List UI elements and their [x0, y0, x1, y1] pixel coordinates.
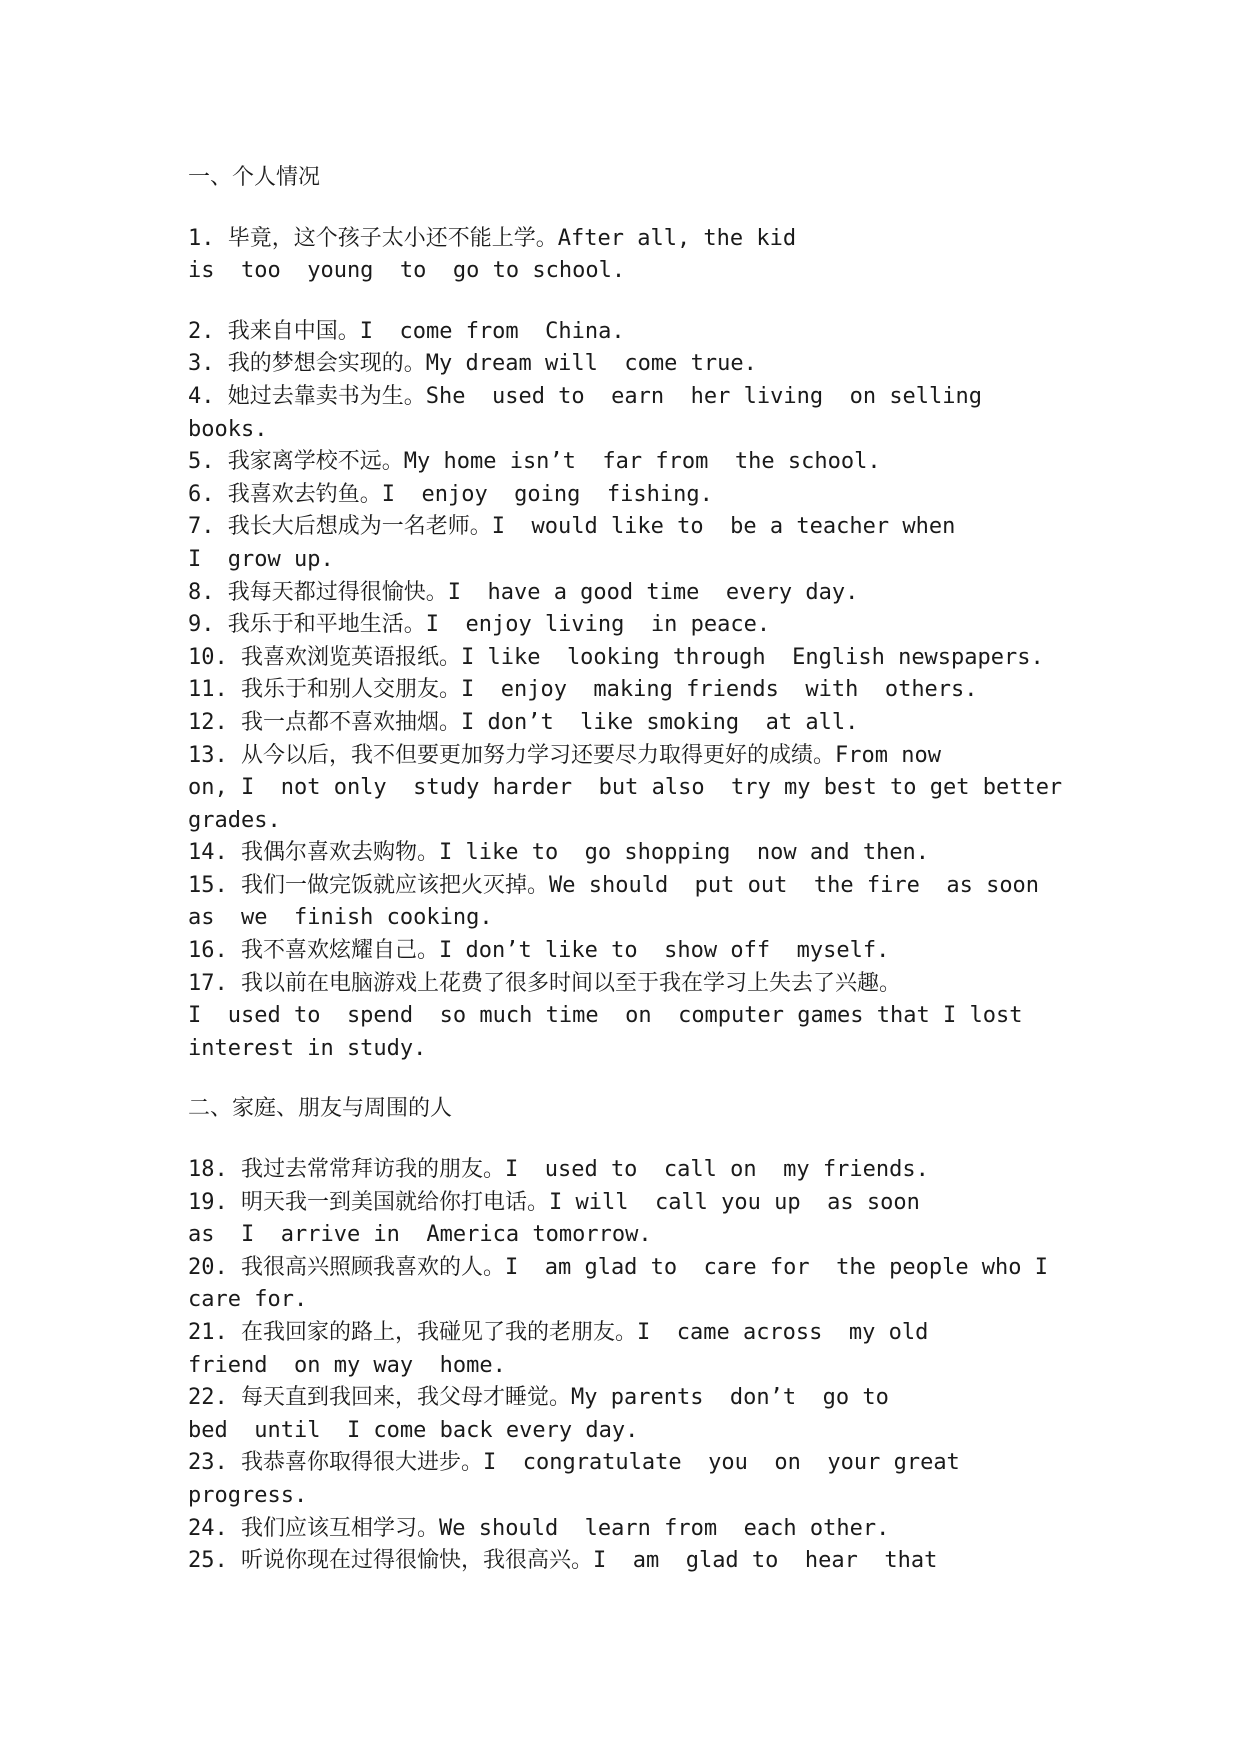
sentence-entry [188, 837, 1088, 870]
sentence-entry [188, 223, 1088, 288]
sentence-line: progress. [188, 1482, 308, 1508]
sentence-line: 16. 我不喜欢炫耀自己。I don’t like to show off myself. [188, 938, 890, 964]
sentence-entry [188, 381, 1088, 446]
sentence-line: 11. 我乐于和别人交朋友。I enjoy making friends with others. [188, 677, 978, 703]
sentence-line: friend on my way home. [188, 1352, 506, 1378]
sentence-line: 25. 听说你现在过得很愉快，我很高兴。I am glad to hear that [188, 1548, 938, 1574]
sentence-line: 2. 我来自中国。I come from China. [188, 318, 625, 344]
sentence-line: on, I not only study harder but also try my best to get better [188, 775, 1063, 801]
sentence-entry [188, 935, 1088, 968]
sentence-entry [188, 1545, 1088, 1578]
sentence-line: 8. 我每天都过得很愉快。I have a good time every day. [188, 579, 859, 605]
sentence-entry [188, 642, 1088, 675]
sentence-line: 7. 我长大后想成为一名老师。I would like to be a teacher when [188, 514, 956, 540]
sentence-line: 3. 我的梦想会实现的。My dream will come true. [188, 351, 757, 377]
sentence-line: as I arrive in America tomorrow. [188, 1222, 652, 1248]
spacer [188, 1065, 1088, 1093]
sentence-line: 10. 我喜欢浏览英语报纸。I like looking through English newspapers. [188, 644, 1044, 670]
sentence-entry [188, 1187, 1088, 1252]
sentence-entry [188, 1513, 1088, 1546]
sentence-entry [188, 511, 1088, 576]
section-heading: 二、家庭、朋友与周围的人 [188, 1096, 453, 1122]
sentence-entry [188, 968, 1088, 1066]
sentence-entry [188, 740, 1088, 838]
sentence-line: 17. 我以前在电脑游戏上花费了很多时间以至于我在学习上失去了兴趣。 [188, 970, 901, 996]
sentence-line: 13. 从今以后，我不但要更加努力学习还要尽力取得更好的成绩。From now [188, 742, 941, 768]
sentence-line: 21. 在我回家的路上，我碰见了我的老朋友。I came across my old [188, 1320, 929, 1345]
sentence-entry [188, 674, 1088, 707]
sentence-line: as we finish cooking. [188, 905, 493, 931]
sentence-line: 22. 每天直到我回来，我父母才睡觉。My parents don’t go to [188, 1385, 889, 1411]
sentence-entry [188, 707, 1088, 740]
sentence-entry [188, 1382, 1088, 1447]
sentence-line: books. [188, 416, 268, 442]
sentence-line: 19. 明天我一到美国就给你打电话。I will call you up as soon [188, 1189, 920, 1215]
sentence-entry [188, 1252, 1088, 1317]
sentence-entry [188, 1317, 1088, 1382]
sentence-line: is too young to go to school. [188, 258, 626, 284]
sentence-entry [188, 479, 1088, 512]
sentence-entry [188, 348, 1088, 381]
sentence-line: 4. 她过去靠卖书为生。She used to earn her living on selling [188, 383, 983, 409]
sentence-line: 23. 我恭喜你取得很大进步。I congratulate you on your great [188, 1450, 960, 1476]
sentence-line: 14. 我偶尔喜欢去购物。I like to go shopping now and then. [188, 840, 930, 866]
sentence-line: interest in study. [188, 1035, 427, 1061]
sentence-entry [188, 446, 1088, 479]
sentence-entry [188, 609, 1088, 642]
section [188, 1093, 1088, 1577]
sentence-line: 20. 我很高兴照顾我喜欢的人。I am glad to care for the people who I [188, 1254, 1049, 1280]
spacer [188, 195, 1088, 223]
sentence-line: 6. 我喜欢去钓鱼。I enjoy going fishing. [188, 481, 713, 507]
sentence-line: 24. 我们应该互相学习。We should learn from each other. [188, 1515, 890, 1541]
sentence-line: 18. 我过去常常拜访我的朋友。I used to call on my friends. [188, 1157, 929, 1183]
sentence-line: I grow up. [188, 546, 334, 572]
sentence-line: 5. 我家离学校不远。My home isn’t far from the school. [188, 449, 881, 475]
sentence-line: 12. 我一点都不喜欢抽烟。I don’t like smoking at all. [188, 709, 859, 735]
sentence-entry [188, 577, 1088, 610]
spacer [188, 1126, 1088, 1154]
sentence-line: 9. 我乐于和平地生活。I enjoy living in peace. [188, 612, 771, 638]
sentence-line: grades. [188, 807, 281, 833]
sentence-entry [188, 1154, 1088, 1187]
sentence-line: 1. 毕竟，这个孩子太小还不能上学。After all, the kid [188, 225, 797, 251]
sentence-line: I used to spend so much time on computer games that I lost [188, 1003, 1023, 1029]
section-heading: 一、个人情况 [188, 165, 321, 190]
document-page [188, 162, 1088, 1578]
sentence-line: bed until I come back every day. [188, 1417, 639, 1443]
sentence-entry [188, 1447, 1088, 1512]
spacer [188, 288, 1088, 316]
sentence-entry [188, 316, 1088, 349]
sentence-entry [188, 870, 1088, 935]
sentence-line: 15. 我们一做完饭就应该把火灭掉。We should put out the fire as soon [188, 872, 1040, 898]
section [188, 162, 1088, 1093]
sentence-line: care for. [188, 1287, 308, 1313]
